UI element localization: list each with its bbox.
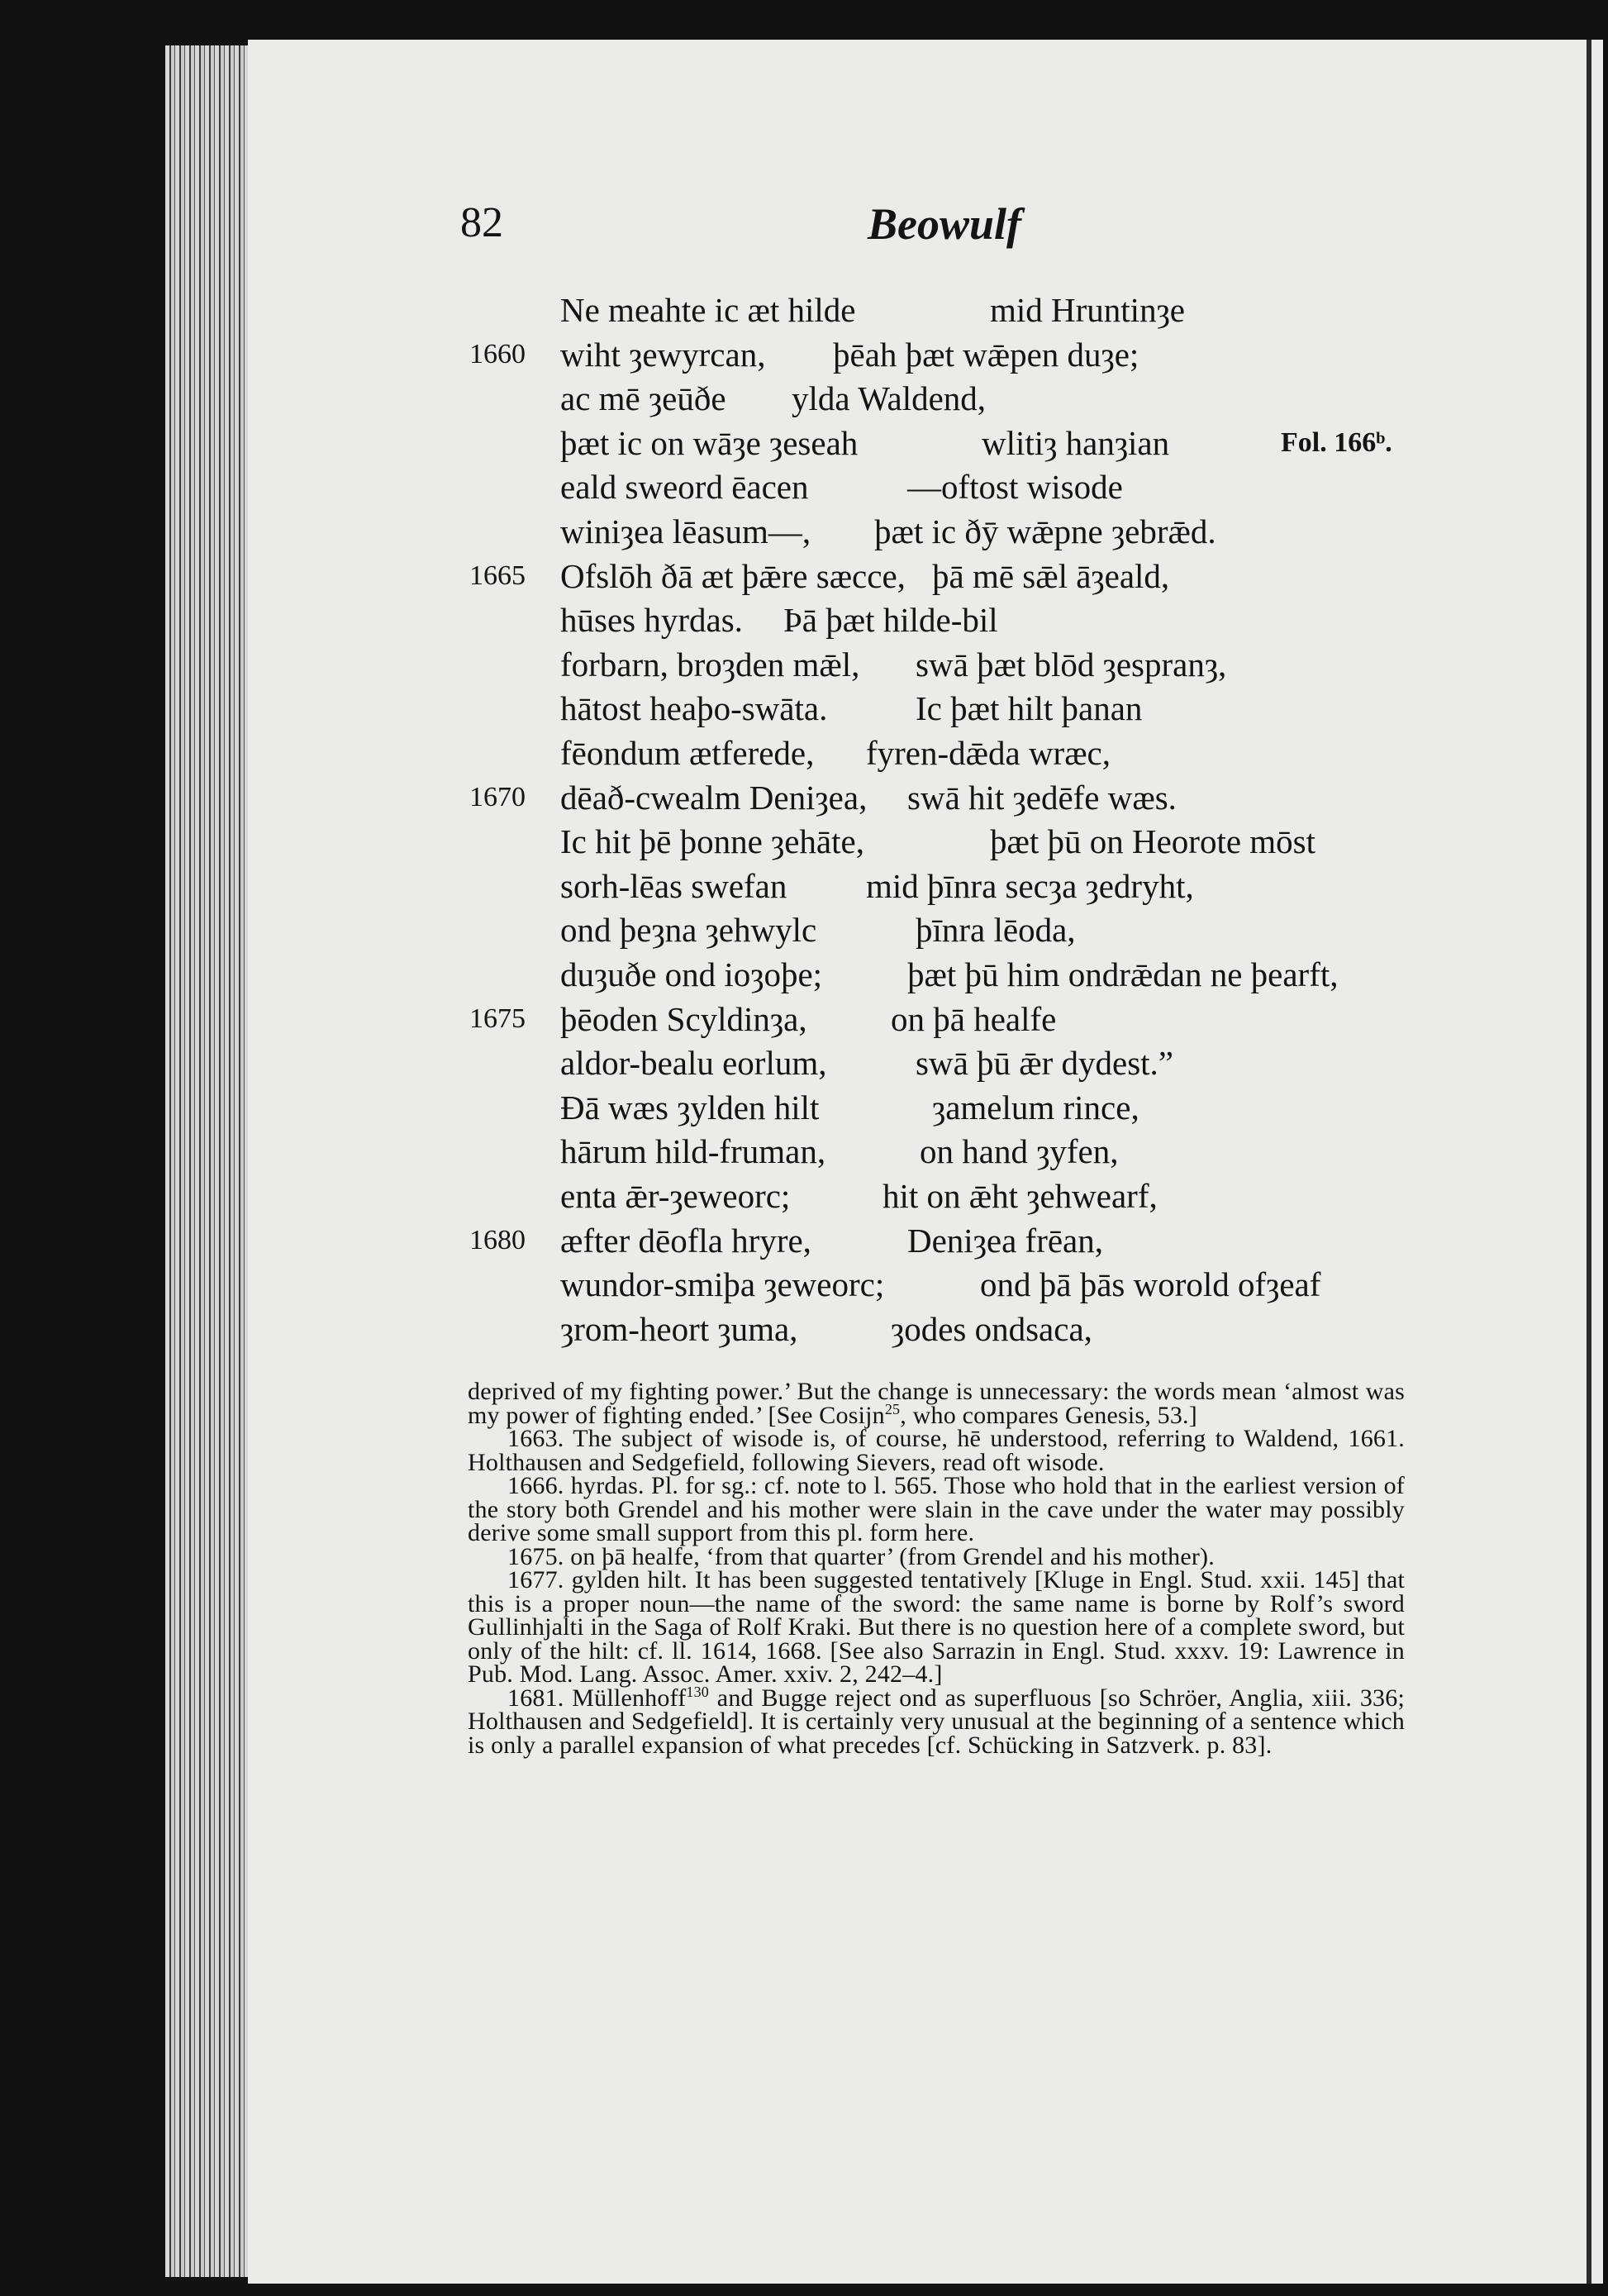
verse-line bbox=[0, 285, 1608, 335]
verse-b-half: Þā þæt hilde-bil bbox=[783, 601, 998, 640]
verse-b-half: swā hit ȝedēfe wæs. bbox=[907, 778, 1177, 817]
verse-b-half: —oftost wisode bbox=[907, 468, 1123, 507]
line-number: 1665 bbox=[469, 560, 526, 591]
verse-line bbox=[0, 728, 1608, 778]
verse-line bbox=[0, 507, 1608, 556]
verse-a-half: Ne meahte ic æt hilde bbox=[560, 291, 856, 329]
verse-a-half: æfter dēofla hryre, bbox=[560, 1221, 811, 1260]
verse-line bbox=[0, 418, 1608, 468]
footnote-text-cont: , who compares Genesis, 53.] bbox=[900, 1401, 1197, 1429]
footnote-superscript: 25 bbox=[884, 1400, 901, 1417]
verse-a-half: ȝrom-heort ȝuma, bbox=[560, 1309, 798, 1348]
verse-b-half: on þā healfe bbox=[891, 999, 1057, 1038]
footnote bbox=[468, 1542, 1405, 1570]
line-number: 1670 bbox=[469, 781, 526, 812]
verse-line bbox=[0, 640, 1608, 689]
verse-b-half: on hand ȝyfen, bbox=[920, 1132, 1119, 1171]
verse-line bbox=[0, 994, 1608, 1044]
footnote bbox=[468, 1474, 1405, 1546]
verse-b-half: swā þū ǣr dydest.” bbox=[916, 1044, 1174, 1083]
verse-line bbox=[0, 1038, 1608, 1088]
footnote-text: on þā healfe, ‘from that quarter’ (from Grendel and his mother). bbox=[570, 1542, 1215, 1570]
verse-a-half: ac mē ȝeūðe bbox=[560, 379, 726, 418]
verse-a-half: winiȝea lēasum—, bbox=[560, 512, 811, 550]
verse-a-half: forbarn, broȝden mǣl, bbox=[560, 645, 860, 684]
line-number: 1680 bbox=[469, 1224, 526, 1255]
footnote-text: deprived of my fighting power.’ But the change is unnecessary: the words mean ‘almost was my power of fighting ended.’ [See Cosijn bbox=[468, 1378, 1405, 1429]
verse-b-half: ȝamelum rince, bbox=[932, 1088, 1139, 1127]
folio-marker: Fol. 166ᵇ. bbox=[1281, 426, 1392, 458]
verse-b-half: þæt þū on Heorote mōst bbox=[990, 822, 1316, 861]
verse-a-half: aldor-bealu eorlum, bbox=[560, 1044, 827, 1083]
verse-line bbox=[0, 1216, 1608, 1265]
verse-line bbox=[0, 1083, 1608, 1132]
verse-b-half: ond þā þās worold ofȝeaf bbox=[980, 1265, 1321, 1304]
verse-b-half: fyren-dǣda wræc, bbox=[866, 734, 1111, 772]
verse-b-half: swā þæt blōd ȝespranȝ, bbox=[916, 645, 1227, 684]
verse-line bbox=[0, 374, 1608, 423]
verse-line bbox=[0, 905, 1608, 955]
footnote-text-cont: and Bugge reject ond as superfluous [so Schröer, Anglia, xiii. 336; Holthausen and Sedgefield]. It is certainly very unusual at the beginning of a sentence which is only a parallel expansion of what precedes [cf. Schücking in Satzverk. p. 83]. bbox=[468, 1684, 1405, 1759]
verse-b-half: Deniȝea frēan, bbox=[907, 1221, 1103, 1260]
verse-b-half: þā mē sǣl āȝeald, bbox=[932, 556, 1170, 595]
running-title: Beowulf bbox=[868, 199, 1022, 249]
verse-a-half: enta ǣr-ȝeweorc; bbox=[560, 1177, 791, 1215]
verse-a-half: eald sweord ēacen bbox=[560, 468, 809, 507]
footnote-line-ref: 1677. bbox=[507, 1566, 572, 1593]
footnote-text: Müllenhoff bbox=[572, 1684, 687, 1712]
verse-b-half: ylda Waldend, bbox=[792, 379, 987, 418]
verse-line bbox=[0, 1304, 1608, 1354]
verse-b-half: þæt ic ðȳ wǣpne ȝebrǣd. bbox=[874, 512, 1216, 550]
verse-line bbox=[0, 773, 1608, 822]
verse-line bbox=[0, 595, 1608, 645]
verse-b-half: wlitiȝ hanȝian bbox=[982, 423, 1170, 462]
footnote bbox=[468, 1427, 1405, 1474]
page-number: 82 bbox=[460, 199, 503, 246]
verse-line bbox=[0, 330, 1608, 379]
footnote bbox=[468, 1683, 1405, 1759]
verse-a-half: þēoden Scyldinȝa, bbox=[560, 999, 807, 1038]
footnote-line-ref: 1675. bbox=[507, 1542, 571, 1570]
verse-a-half: hātost heaþo-swāta. bbox=[560, 689, 828, 728]
verse-a-half: wundor-smiþa ȝeweorc; bbox=[560, 1265, 885, 1304]
verse-a-half: wiht ȝewyrcan, bbox=[560, 335, 766, 374]
verse-a-half: Ic hit þē þonne ȝehāte, bbox=[560, 822, 864, 861]
footnote bbox=[468, 1566, 1405, 1688]
verse-a-half: duȝuðe ond ioȝoþe; bbox=[560, 955, 823, 993]
verse-line bbox=[0, 861, 1608, 911]
verse-b-half: mid þīnra secȝa ȝedryht, bbox=[866, 866, 1194, 905]
footnote-line-ref: 1681. bbox=[507, 1684, 573, 1712]
footnote-text: hyrdas. Pl. for sg.: cf. note to l. 565. Those who hold that in the earliest version of the story both Grendel and his mother were slain in the cave under the water may possibly derive some small support from this pl. form here. bbox=[468, 1472, 1405, 1546]
line-number: 1660 bbox=[469, 338, 526, 369]
verse-line bbox=[0, 551, 1608, 601]
verse-a-half: ond þeȝna ȝehwylc bbox=[560, 911, 817, 950]
line-number: 1675 bbox=[469, 1003, 526, 1034]
verse-a-half: dēað-cwealm Deniȝea, bbox=[560, 778, 868, 817]
footnote bbox=[468, 1380, 1405, 1427]
verse-a-half: Ofslōh ðā æt þǣre sæcce, bbox=[560, 556, 906, 595]
footnote-superscript: 130 bbox=[686, 1683, 710, 1700]
verse-a-half: fēondum ætferede, bbox=[560, 734, 815, 772]
verse-line bbox=[0, 817, 1608, 866]
footnote-line-ref: 1666. bbox=[507, 1472, 571, 1499]
verse-a-half: Ðā wæs ȝylden hilt bbox=[560, 1088, 820, 1127]
verse-b-half: Ic þæt hilt þanan bbox=[916, 689, 1143, 728]
verse-b-half: þēah þæt wǣpen duȝe; bbox=[833, 335, 1139, 374]
verse-b-half: hit on ǣht ȝehwearf, bbox=[882, 1177, 1158, 1215]
verse-line bbox=[0, 1171, 1608, 1221]
verse-line bbox=[0, 1260, 1608, 1309]
verse-line bbox=[0, 1127, 1608, 1176]
verse-line bbox=[0, 462, 1608, 512]
verse-line bbox=[0, 684, 1608, 733]
verse-b-half: þæt þū him ondrǣdan ne þearft, bbox=[907, 955, 1339, 993]
footnote-text: The subject of wisode is, of course, hē understood, referring to Waldend, 1661. Holthausen and Sedgefield, following Sievers, read oft wisode. bbox=[468, 1425, 1406, 1476]
verse-a-half: sorh-lēas swefan bbox=[560, 866, 787, 905]
verse-b-half: þīnra lēoda, bbox=[916, 911, 1076, 950]
verse-a-half: þæt ic on wāȝe ȝeseah bbox=[560, 423, 859, 462]
verse-b-half: mid Hruntinȝe bbox=[990, 291, 1185, 329]
footnotes-block bbox=[468, 1380, 1405, 1757]
verse-line bbox=[0, 950, 1608, 999]
footnote-text: gylden hilt. It has been suggested tentatively [Kluge in Engl. Stud. xxii. 145] that this is a proper noun—the name of the sword: the same name is borne by Rolf’s sword Gullinhjalti in the Saga of Rolf Kraki. But there is no question here of a complete sword, but only of the hilt: cf. ll. 1614, 1668. [See also Sarrazin in Engl. Stud. xxxv. 19: Lawrence in Pub. Mod. Lang. Assoc. Amer. xxiv. 2, 242–4.] bbox=[468, 1566, 1405, 1688]
verse-a-half: hārum hild-fruman, bbox=[560, 1132, 826, 1171]
footnote-line-ref: 1663. bbox=[507, 1425, 573, 1452]
verse-b-half: ȝodes ondsaca, bbox=[891, 1309, 1092, 1348]
verse-a-half: hūses hyrdas. bbox=[560, 601, 743, 640]
